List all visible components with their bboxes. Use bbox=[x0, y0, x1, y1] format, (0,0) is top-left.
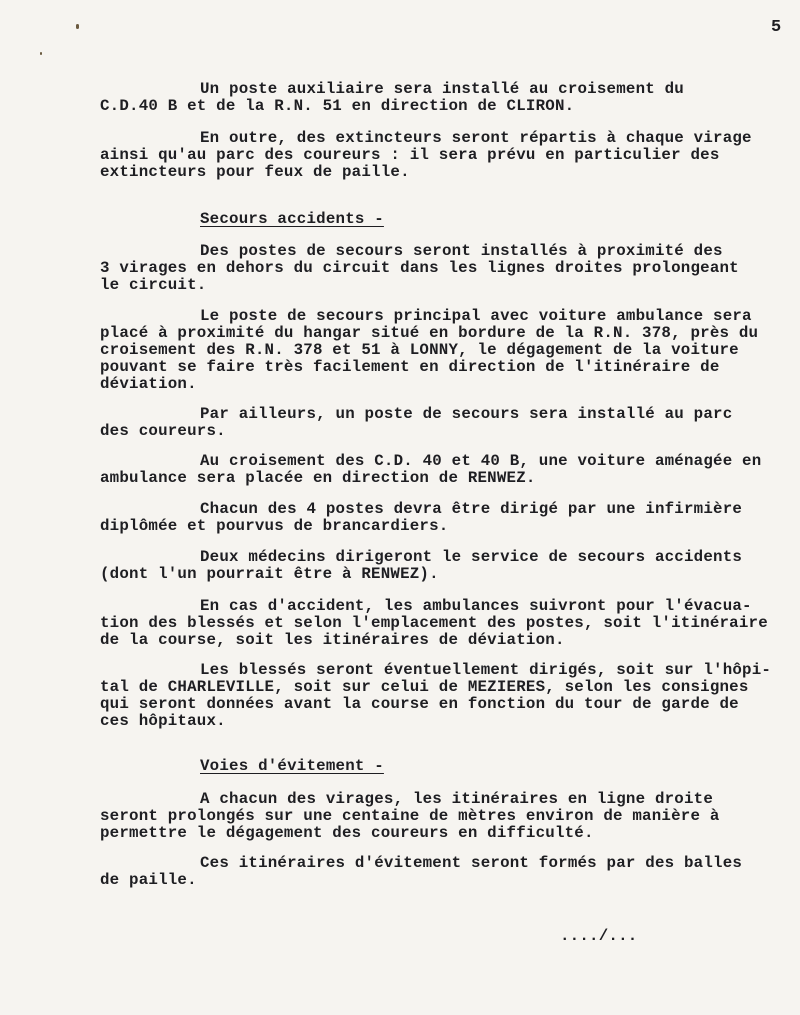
text-line: Des postes de secours seront installés à proximité des bbox=[200, 242, 723, 260]
text-line: tal de CHARLEVILLE, soit sur celui de MEZIERES, selon les consignes bbox=[100, 678, 749, 696]
continuation-mark: ..../... bbox=[560, 927, 638, 945]
text-line: pouvant se faire très facilement en direction de l'itinéraire de bbox=[100, 358, 720, 376]
ink-speck bbox=[40, 52, 42, 55]
text-line: ainsi qu'au parc des coureurs : il sera prévu en particulier des bbox=[100, 146, 720, 164]
text-line: ambulance sera placée en direction de RENWEZ. bbox=[100, 469, 536, 487]
text-line: Les blessés seront éventuellement dirigés, soit sur l'hôpi- bbox=[200, 661, 772, 679]
text-line: Deux médecins dirigeront le service de secours accidents bbox=[200, 548, 743, 566]
text-line: (dont l'un pourrait être à RENWEZ). bbox=[100, 565, 439, 583]
text-line: placé à proximité du hangar situé en bordure de la R.N. 378, près du bbox=[100, 324, 759, 342]
section-heading: Secours accidents - bbox=[200, 210, 384, 228]
text-line: extincteurs pour feux de paille. bbox=[100, 163, 410, 181]
text-line: Par ailleurs, un poste de secours sera installé au parc bbox=[200, 405, 733, 423]
ink-speck bbox=[76, 24, 79, 29]
text-line: déviation. bbox=[100, 375, 197, 393]
text-line: tion des blessés et selon l'emplacement des postes, soit l'itinéraire bbox=[100, 614, 768, 632]
text-line: A chacun des virages, les itinéraires en ligne droite bbox=[200, 790, 714, 808]
text-line: En cas d'accident, les ambulances suivront pour l'évacua- bbox=[200, 597, 752, 615]
text-line: permettre le dégagement des coureurs en difficulté. bbox=[100, 824, 594, 842]
text-line: de paille. bbox=[100, 871, 197, 889]
text-line: Ces itinéraires d'évitement seront formés par des balles bbox=[200, 854, 743, 872]
text-line: 3 virages en dehors du circuit dans les lignes droites prolongeant bbox=[100, 259, 739, 277]
text-line: le circuit. bbox=[100, 276, 207, 294]
text-line: ces hôpitaux. bbox=[100, 712, 226, 730]
text-line: Chacun des 4 postes devra être dirigé par une infirmière bbox=[200, 500, 743, 518]
text-line: C.D.40 B et de la R.N. 51 en direction de CLIRON. bbox=[100, 97, 575, 115]
text-line: Le poste de secours principal avec voiture ambulance sera bbox=[200, 307, 752, 325]
text-line: des coureurs. bbox=[100, 422, 226, 440]
text-line: Au croisement des C.D. 40 et 40 B, une voiture aménagée en bbox=[200, 452, 762, 470]
text-line: Un poste auxiliaire sera installé au croisement du bbox=[200, 80, 684, 98]
text-line: En outre, des extincteurs seront répartis à chaque virage bbox=[200, 129, 752, 147]
text-line: diplômée et pourvus de brancardiers. bbox=[100, 517, 449, 535]
text-line: qui seront données avant la course en fonction du tour de garde de bbox=[100, 695, 739, 713]
page-number: 5 bbox=[771, 18, 782, 37]
section-heading: Voies d'évitement - bbox=[200, 757, 384, 775]
text-line: de la course, soit les itinéraires de déviation. bbox=[100, 631, 565, 649]
text-line: seront prolongés sur une centaine de mètres environ de manière à bbox=[100, 807, 720, 825]
text-line: croisement des R.N. 378 et 51 à LONNY, le dégagement de la voiture bbox=[100, 341, 739, 359]
